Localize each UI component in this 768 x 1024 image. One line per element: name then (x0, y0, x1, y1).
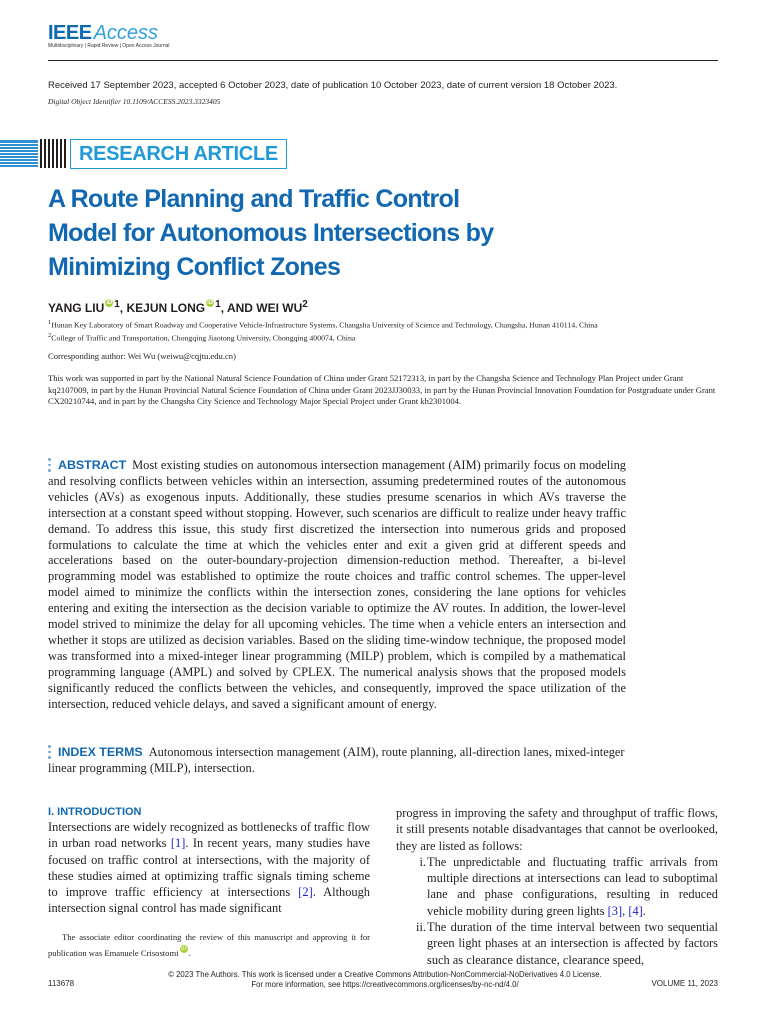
logo-tagline: Multidisciplinary | Rapid Review | Open Access Journal (48, 43, 170, 49)
volume-year: VOLUME 11, 2023 (651, 979, 718, 988)
license-link[interactable]: For more information, see https://creativecommons.org/licenses/by-nc-nd/4.0/ (251, 980, 519, 989)
intro-paragraph: progress in improving the safety and throughput of traffic flows, it still presents notable disadvantages that cannot be overlooked, they are listed as follows: (396, 806, 718, 853)
index-terms-heading: INDEX TERMS (58, 745, 143, 759)
citation-link[interactable]: [1] (170, 836, 186, 851)
intro-paragraph: Intersections are widely recognized as bottlenecks of traffic flow in urban road networks [1]. In recent years, many studies have focused on traffic control at intersections, with the majority of these studies aimed at optimizing traffic signals timing scheme to improve traffic efficiency at intersections [2]. Although intersection signal control has made significant (48, 820, 370, 916)
paper-title: A Route Planning and Traffic Control Model for Autonomous Intersections by Minimizing Conflict Zones (48, 185, 494, 281)
list-number: i. (419, 854, 426, 869)
orcid-icon[interactable]: iD (207, 300, 214, 306)
author-name[interactable]: YANG LIU (48, 301, 105, 315)
author-affil-sup: 1 (114, 299, 120, 310)
license-footer (150, 970, 620, 990)
author-list (48, 299, 308, 315)
list-number: ii. (416, 920, 426, 935)
intro-right-column (396, 805, 718, 968)
author-affil-sup: 2 (302, 299, 308, 310)
page-number: 113678 (48, 979, 75, 988)
article-type-banner (0, 137, 278, 170)
journal-logo (48, 22, 170, 49)
list-item: ii. The duration of the time interval between two sequential green light phases at an intersection is affected by factors such as clearance distance, clearance speed, (396, 919, 718, 968)
logo-ieee: IEEE (48, 22, 92, 44)
license-text: © 2023 The Authors. This work is licensed under a Creative Commons Attribution-NonCommercial-NoDerivatives 4.0 License. (168, 970, 602, 979)
index-terms-text: Autonomous intersection management (AIM), route planning, all-direction lanes, mixed-integer linear programming (MILP), intersection. (48, 745, 625, 775)
corresponding-author: Corresponding author: Wei Wu (weiwu@cqjtu.edu.cn) (48, 351, 236, 361)
banner-stripes-icon (0, 137, 70, 170)
article-type-label: RESEARCH ARTICLE (70, 139, 287, 169)
received-dates: Received 17 September 2023, accepted 6 October 2023, date of publication 10 October 2023, date of current version 18 October 2023. (48, 80, 618, 91)
citation-link[interactable]: [2] (298, 885, 313, 900)
doi: Digital Object Identifier 10.1109/ACCESS.2023.3323405 (48, 97, 221, 106)
header-rule (48, 60, 718, 61)
author-name[interactable]: WEI WU (256, 301, 303, 315)
abstract-heading: ABSTRACT (58, 458, 127, 472)
section-heading-introduction: I. INTRODUCTION (48, 806, 142, 818)
author-name[interactable]: KEJUN LONG (126, 301, 206, 315)
abstract (48, 458, 626, 713)
affiliation: $^1$Hunan Key Laboratory of Smart Roadway and Cooperative Vehicle-Infrastructure Systems, Changsha University of Science and Technology, Changsha, Hunan 410114, China (48, 319, 598, 330)
affiliation: $^2$College of Traffic and Transportation, Chongqing Jiaotong University, Chongqing 400074, China (48, 331, 356, 343)
citation-link[interactable]: [3] (607, 903, 623, 918)
logo-access: Access (93, 22, 159, 44)
index-terms (48, 745, 626, 777)
list-item: i. The unpredictable and fluctuating traffic arrivals from multiple directions at intersections can lead to suboptimal lane and phase configurations, resulting in reduced vehicle mobility during green lights [3], [4]. (396, 854, 718, 919)
funding-statement: This work was supported in part by the National Natural Science Foundation of China under Grant 52172313, in part by the Changsha Science and Technology Plan Project under Grant kq2107009, in part by the Hunan Provincial Natural Science Foundation of China under Grant 2023JJ30033, in part by the Hunan Provincial Innovation Foundation for Postgraduate under Grant CX20210744, and in part by the Changsha City Science and Technology Major Special Project under Grant kh2301004. (48, 373, 716, 406)
author-affil-sup: 1 (215, 299, 221, 310)
author-separator: , AND (220, 301, 257, 315)
orcid-icon[interactable]: iD (106, 300, 113, 306)
editor-note: The associate editor coordinating the review of this manuscript and approving it for publication was Emanuele Crisostomi iD . (48, 932, 370, 958)
citation-link[interactable]: [4] (628, 903, 643, 918)
author-separator: , (119, 301, 127, 315)
abstract-text: Most existing studies on autonomous intersection management (AIM) primarily focus on modeling and resolving conflicts between vehicles within an intersection, assuming predetermined routes of the autonomous vehicles (AVs) as exogenous inputs. Additionally, these studies presume scenarios in which AVs traverse the intersection at a constant speed without stopping. However, such scenarios are difficult to realize under heavy traffic demand. To address this issue, this study first discretized the intersection into numerous grids and proposed formulations to calculate the time at which the vehicles enter and exit a given grid at different speeds and accelerations based on the outer-boundary-projection dimension-reduction method. Thereafter, a bi-level programming model was established to optimize the route choices and traffic control schemes. The upper-level model aimed to minimize the conflicts within the intersection zones, considering the lane options for vehicles entering and exiting the intersection as the decision variable to optimize the AV routes. In addition, the lower-level model strived to minimize the delay for all upcoming vehicles. The time when a vehicle enters an intersection and whether it stops are utilized as decision variables. Based on the sliding time-window technique, the proposed model was transformed into a mixed-integer linear programming (MILP) problem, which is compiled by a mathematical programming language (AMPL) and solved by CPLEX. The numerical analysis shows that the proposed models significantly reduced the conflicts between the vehicles, and consequently, improved the space utilization of the intersection, reduced vehicle delays, and saved a significant amount of energy. (48, 458, 626, 711)
affiliations (48, 318, 718, 343)
orcid-icon[interactable]: iD (180, 946, 187, 952)
intro-left-column (48, 805, 370, 917)
